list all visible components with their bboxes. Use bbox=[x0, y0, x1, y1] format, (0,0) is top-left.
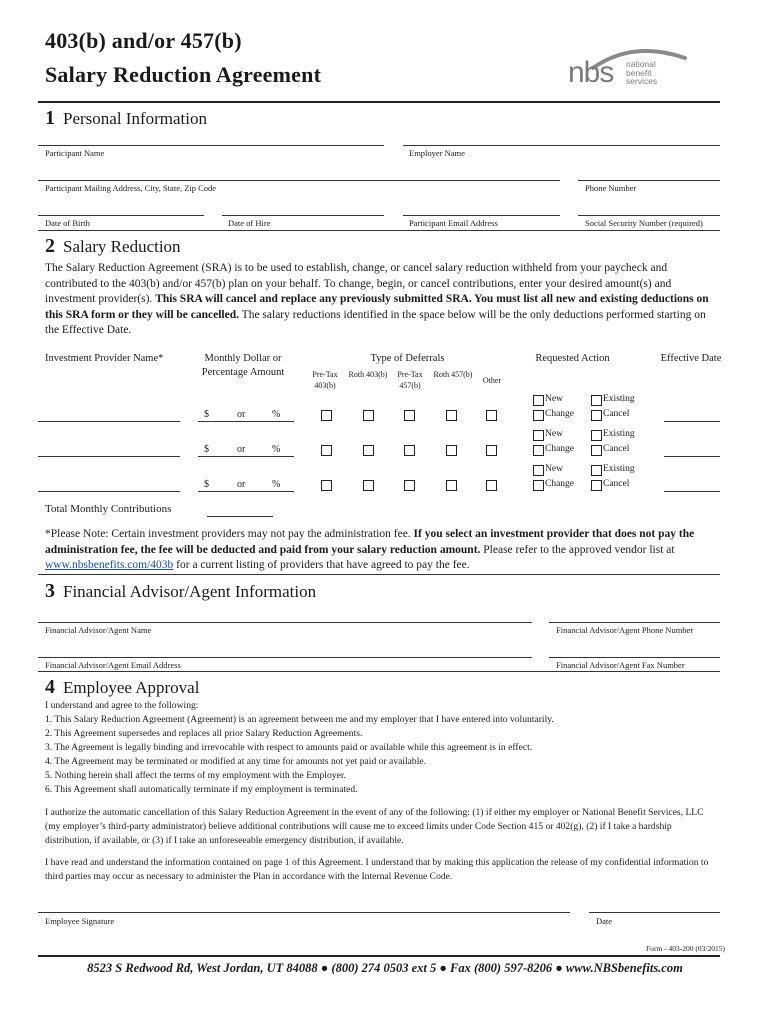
other-checkbox[interactable] bbox=[486, 480, 497, 491]
phone-line[interactable] bbox=[578, 180, 720, 181]
approval-term: 6. This Agreement shall automatically terminate if my employment is terminated. bbox=[45, 784, 358, 795]
new-checkbox[interactable] bbox=[533, 395, 544, 406]
col-roth457-header: Roth 457(b) bbox=[433, 370, 473, 379]
change-checkbox[interactable] bbox=[533, 410, 544, 421]
nbs-logo bbox=[568, 44, 718, 96]
percent-sign: % bbox=[272, 409, 281, 420]
pretax457-checkbox[interactable] bbox=[404, 445, 415, 456]
phone-label: Phone Number bbox=[585, 183, 637, 193]
cancel-label: Cancel bbox=[603, 444, 630, 454]
amount-line[interactable] bbox=[198, 456, 294, 457]
dollar-sign: $ bbox=[204, 479, 209, 490]
provider-name-line[interactable] bbox=[38, 456, 180, 457]
email-line[interactable] bbox=[403, 215, 560, 216]
advisor-fax-label: Financial Advisor/Agent Fax Number bbox=[556, 660, 685, 670]
admin-fee-note: *Please Note: Certain investment providers may not pay the administration fee. If you select an investment provider that does not pay the administration fee, the fee will be deducted and paid from your salary reduction amount. Please refer to the approved vendor list at www.nbsbenefits.com/403b for a current listing of providers that have agreed to pay the fee. bbox=[45, 528, 695, 571]
col-other-header: Other bbox=[482, 376, 502, 385]
acknowledgement-paragraph: I have read and understand the information contained on page 1 of this Agreement. I understand that by making this application the release of my confidential information to third parties may occur as necessary to administer the Plan in accordance with the Internal Revenue Code. bbox=[45, 857, 709, 882]
roth457-checkbox[interactable] bbox=[446, 480, 457, 491]
effective-date-line[interactable] bbox=[664, 491, 720, 492]
col-provider-header: Investment Provider Name* bbox=[45, 353, 164, 364]
approval-term: 2. This Agreement supersedes and replaces all prior Salary Reduction Agreements. bbox=[45, 728, 363, 739]
effective-date-line[interactable] bbox=[664, 421, 720, 422]
form-title-line2: Salary Reduction Agreement bbox=[45, 62, 322, 87]
total-contributions-label: Total Monthly Contributions bbox=[45, 503, 172, 515]
date-label: Date bbox=[596, 916, 613, 926]
col-pretax403-header: Pre-Tax 403(b) bbox=[312, 370, 338, 390]
col-type-header: Type of Deferrals bbox=[370, 353, 445, 364]
doh-line[interactable] bbox=[222, 215, 384, 216]
vendor-list-link[interactable]: www.nbsbenefits.com/403b bbox=[45, 559, 174, 571]
signature-label: Employee Signature bbox=[45, 916, 115, 926]
roth457-checkbox[interactable] bbox=[446, 410, 457, 421]
pretax457-checkbox[interactable] bbox=[404, 410, 415, 421]
change-label: Change bbox=[545, 444, 575, 454]
new-label: New bbox=[545, 429, 563, 439]
advisor-phone-label: Financial Advisor/Agent Phone Number bbox=[556, 625, 694, 635]
col-action-header: Requested Action bbox=[535, 353, 610, 364]
section-3-heading: 3 Financial Advisor/Agent Information bbox=[45, 580, 317, 602]
logo-subtext: national benefit services bbox=[626, 59, 658, 86]
change-checkbox[interactable] bbox=[533, 445, 544, 456]
roth403-checkbox[interactable] bbox=[363, 410, 374, 421]
new-checkbox[interactable] bbox=[533, 465, 544, 476]
approval-term: 3. The Agreement is legally binding and irrevocable with respect to amounts paid or available while this agreement is in effect. bbox=[45, 742, 533, 753]
section-2-divider bbox=[38, 574, 720, 575]
authorization-paragraph: I authorize the automatic cancellation of this Salary Reduction Agreement in the event of any of the following: (1) if either my employer or National Benefit Services, LLC (my employer’s third-party administrator) believe additional contributions will cause me to exceed limits under Code Section 415 or 402(g), (2) if I take a hardship distribution, if available, or (3) if I take an unforeseeable emergency distribution, if available. bbox=[45, 807, 704, 846]
existing-label: Existing bbox=[603, 394, 635, 404]
col-effective-header: Effective Date bbox=[660, 353, 722, 364]
advisor-email-line[interactable] bbox=[38, 657, 532, 658]
date-line[interactable] bbox=[589, 912, 720, 913]
existing-label: Existing bbox=[603, 429, 635, 439]
section-4-heading: 4 Employee Approval bbox=[45, 676, 200, 698]
col-amount-header: Monthly Dollar or Percentage Amount bbox=[201, 353, 285, 378]
employer-name-label: Employer Name bbox=[409, 148, 465, 158]
advisor-phone-line[interactable] bbox=[549, 622, 720, 623]
dollar-sign: $ bbox=[204, 444, 209, 455]
effective-date-line[interactable] bbox=[664, 456, 720, 457]
cancel-label: Cancel bbox=[603, 479, 630, 489]
footer-divider bbox=[38, 955, 720, 957]
other-checkbox[interactable] bbox=[486, 410, 497, 421]
change-label: Change bbox=[545, 409, 575, 419]
new-checkbox[interactable] bbox=[533, 430, 544, 441]
pretax403-checkbox[interactable] bbox=[321, 480, 332, 491]
cancel-checkbox[interactable] bbox=[591, 480, 602, 491]
cancel-checkbox[interactable] bbox=[591, 410, 602, 421]
mailing-address-line[interactable] bbox=[38, 180, 560, 181]
pretax403-checkbox[interactable] bbox=[321, 445, 332, 456]
provider-name-line[interactable] bbox=[38, 491, 180, 492]
advisor-name-line[interactable] bbox=[38, 622, 532, 623]
employer-name-line[interactable] bbox=[403, 145, 720, 146]
email-label: Participant Email Address bbox=[409, 218, 498, 228]
form-number: Form - 403-200 (03/2015) bbox=[646, 944, 725, 953]
ssn-line[interactable] bbox=[578, 215, 720, 216]
form-title-line1: 403(b) and/or 457(b) bbox=[45, 28, 242, 53]
cancel-checkbox[interactable] bbox=[591, 445, 602, 456]
roth403-checkbox[interactable] bbox=[363, 445, 374, 456]
dob-label: Date of Birth bbox=[45, 218, 90, 228]
total-contributions-line[interactable] bbox=[207, 516, 273, 517]
col-roth403-header: Roth 403(b) bbox=[348, 370, 388, 379]
dob-line[interactable] bbox=[38, 215, 204, 216]
percent-sign: % bbox=[272, 444, 281, 455]
logo-text: nbs bbox=[568, 56, 614, 89]
existing-checkbox[interactable] bbox=[591, 430, 602, 441]
amount-line[interactable] bbox=[198, 421, 294, 422]
approval-term: I understand and agree to the following: bbox=[45, 700, 199, 711]
approval-term: 4. The Agreement may be terminated or modified at any time for amounts not yet paid or available. bbox=[45, 756, 427, 767]
section-2-heading: 2 Salary Reduction bbox=[45, 235, 181, 257]
section-1-divider bbox=[38, 230, 720, 231]
col-pretax457-header: Pre-Tax 457(b) bbox=[397, 370, 423, 390]
participant-name-line[interactable] bbox=[38, 145, 384, 146]
participant-name-label: Participant Name bbox=[45, 148, 105, 158]
or-text: or bbox=[237, 409, 246, 420]
or-text: or bbox=[237, 444, 246, 455]
ssn-label: Social Security Number (required) bbox=[585, 218, 703, 228]
pretax457-checkbox[interactable] bbox=[404, 480, 415, 491]
change-label: Change bbox=[545, 479, 575, 489]
pretax403-checkbox[interactable] bbox=[321, 410, 332, 421]
change-checkbox[interactable] bbox=[533, 480, 544, 491]
approval-term: 5. Nothing herein shall affect the terms of my employment with the Employer. bbox=[45, 770, 346, 781]
existing-checkbox[interactable] bbox=[591, 465, 602, 476]
approval-term: 1. This Salary Reduction Agreement (Agreement) is an agreement between me and my employer that I have entered into voluntarily. bbox=[45, 714, 554, 725]
existing-checkbox[interactable] bbox=[591, 395, 602, 406]
sra-intro-paragraph: The Salary Reduction Agreement (SRA) is to be used to establish, change, or cancel salary reduction withheld from your paycheck and contributed to the 403(b) and/or 457(b) plan on your behalf. To change, begin, or cancel contributions, enter your desired amount(s) and investment provider(s). This SRA will cancel and replace any previously submitted SRA. You must list all new and existing deductions on this SRA form or they will be cancelled. The salary reductions identified in the space below will be the only deductions performed starting on the Effective Date. bbox=[45, 262, 709, 336]
or-text: or bbox=[237, 479, 246, 490]
existing-label: Existing bbox=[603, 464, 635, 474]
mailing-address-label: Participant Mailing Address, City, State, Zip Code bbox=[45, 183, 217, 193]
footer-contact: 8523 S Redwood Rd, West Jordan, UT 84088 ● (800) 274 0503 ext 5 ● Fax (800) 597-8206 ● www.NBSbenefits.com bbox=[87, 961, 683, 975]
signature-line[interactable] bbox=[38, 912, 570, 913]
advisor-email-label: Financial Advisor/Agent Email Address bbox=[45, 660, 181, 670]
advisor-fax-line[interactable] bbox=[549, 657, 720, 658]
cancel-label: Cancel bbox=[603, 409, 630, 419]
new-label: New bbox=[545, 464, 563, 474]
roth457-checkbox[interactable] bbox=[446, 445, 457, 456]
advisor-name-label: Financial Advisor/Agent Name bbox=[45, 625, 152, 635]
roth403-checkbox[interactable] bbox=[363, 480, 374, 491]
dollar-sign: $ bbox=[204, 409, 209, 420]
new-label: New bbox=[545, 394, 563, 404]
header-divider bbox=[38, 101, 720, 103]
section-3-divider bbox=[38, 671, 720, 672]
approval-terms-list bbox=[45, 699, 717, 797]
amount-line[interactable] bbox=[198, 491, 294, 492]
section-1-heading: 1 Personal Information bbox=[45, 107, 207, 129]
other-checkbox[interactable] bbox=[486, 445, 497, 456]
percent-sign: % bbox=[272, 479, 281, 490]
doh-label: Date of Hire bbox=[228, 218, 271, 228]
provider-name-line[interactable] bbox=[38, 421, 180, 422]
